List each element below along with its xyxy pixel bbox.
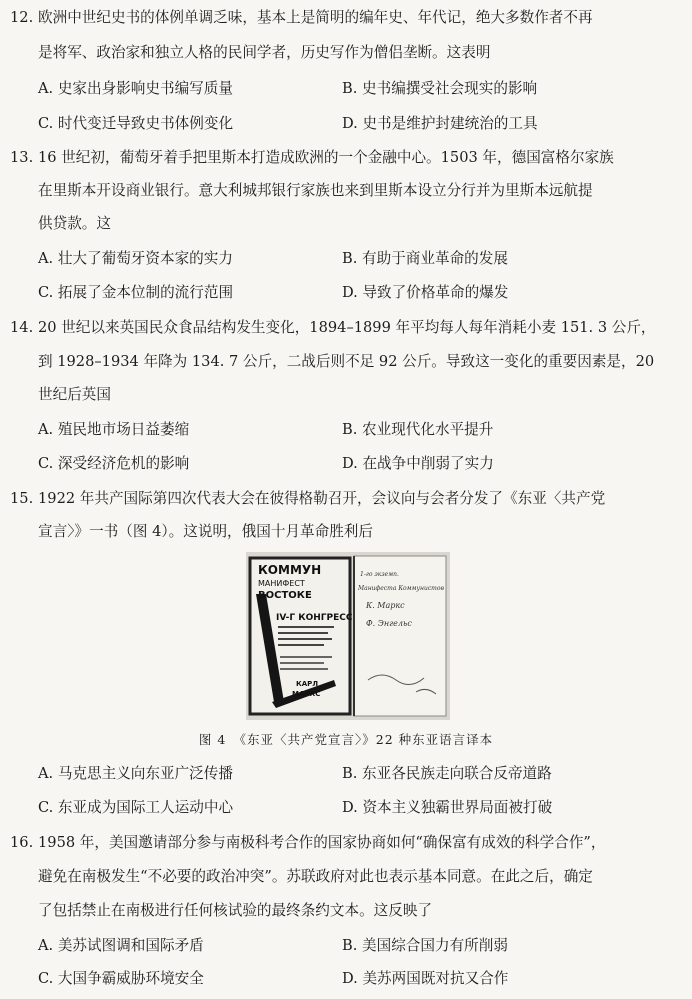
cover-small-text — [278, 644, 324, 646]
figure-caption: 图 4 《东亚〈共产党宣言〉》22 种东亚语言译本 — [198, 732, 494, 747]
cover-small-text — [278, 632, 328, 634]
question-stem-line: 欧洲中世纪史书的体例单调乏味，基本上是简明的编年史、年代记，绝大多数作者不再 — [38, 9, 593, 26]
inscription-line: Ф. Энгельс — [366, 619, 412, 628]
option-b[interactable]: B. 东亚各民族走向联合反帝道路 — [342, 765, 552, 782]
question-stem-line: 1958 年，美国邀请部分参与南极科考合作的国家协商如何“确保富有成效的科学合作”， — [38, 834, 606, 851]
option-c[interactable]: C. 时代变迁导致史书体例变化 — [38, 115, 234, 132]
question-stem-line: 20 世纪以来英国民众食品结构发生变化，1894–1899 年平均每人每年消耗小麦 151. 3 公斤， — [38, 319, 656, 336]
cover-small-text — [278, 638, 332, 640]
option-b[interactable]: B. 美国综合国力有所削弱 — [342, 937, 508, 954]
book-photo-svg — [246, 552, 450, 720]
question-number: 16. — [10, 834, 34, 851]
question-stem-line: 世纪后英国 — [38, 386, 111, 403]
inscription-line: К. Маркс — [366, 601, 405, 610]
question-stem-line: 16 世纪初，葡萄牙着手把里斯本打造成欧洲的一个金融中心。1503 年，德国富格尔家族 — [38, 149, 614, 166]
option-b[interactable]: B. 史书编撰受社会现实的影响 — [342, 80, 538, 97]
cover-title-line: МАРКС — [292, 690, 321, 698]
option-b[interactable]: B. 农业现代化水平提升 — [342, 421, 494, 438]
cover-title-line: ВОСТОКЕ — [258, 590, 312, 601]
question-number: 13. — [10, 149, 34, 166]
option-c[interactable]: C. 大国争霸威胁环境安全 — [38, 970, 204, 987]
option-a[interactable]: A. 马克思主义向东亚广泛传播 — [38, 765, 233, 782]
question-stem-line: 供贷款。这 — [38, 215, 111, 232]
cover-small-text — [280, 656, 332, 658]
option-c[interactable]: C. 深受经济危机的影响 — [38, 455, 190, 472]
option-d[interactable]: D. 导致了价格革命的爆发 — [342, 284, 509, 301]
inscription-line: Манифеста Коммунистов — [358, 585, 444, 592]
option-a[interactable]: A. 史家出身影响史书编写质量 — [38, 80, 233, 97]
question-number: 12. — [10, 9, 34, 26]
option-b[interactable]: B. 有助于商业革命的发展 — [342, 250, 508, 267]
question-stem-line: 是将军、政治家和独立人格的民间学者，历史写作为僧侣垄断。这表明 — [38, 44, 491, 61]
question-stem-line: 避免在南极发生“不必要的政治冲突”。苏联政府对此也表示基本同意。在此之后，确定 — [38, 868, 593, 885]
option-d[interactable]: D. 资本主义独霸世界局面被打破 — [342, 799, 553, 816]
cover-small-text — [278, 626, 334, 628]
option-c[interactable]: C. 拓展了金本位制的流行范围 — [38, 284, 234, 301]
option-a[interactable]: A. 美苏试图调和国际矛盾 — [38, 937, 204, 954]
inscription-line: 1-го экземп. — [360, 571, 399, 578]
cover-title-line: МАНИФЕСТ — [258, 579, 305, 588]
cover-small-text — [280, 662, 324, 664]
question-stem-line: 宣言〉》一书（图 4）。这说明，俄国十月革命胜利后 — [38, 523, 373, 540]
option-a[interactable]: A. 壮大了葡萄牙资本家的实力 — [38, 250, 233, 267]
option-a[interactable]: A. 殖民地市场日益萎缩 — [38, 421, 190, 438]
cover-title-line: IV-Г КОНГРЕСС — [276, 613, 353, 623]
figure-4-book-photo — [246, 552, 450, 720]
option-d[interactable]: D. 美苏两国既对抗又合作 — [342, 970, 509, 987]
option-d[interactable]: D. 史书是维护封建统治的工具 — [342, 115, 538, 132]
option-d[interactable]: D. 在战争中削弱了实力 — [342, 455, 494, 472]
cover-title-line: КАРЛ — [296, 680, 319, 688]
question-number: 15. — [10, 490, 34, 507]
question-stem-line: 到 1928–1934 年降为 134. 7 公斤，二战后则不足 92 公斤。导致这一变化的重要因素是，20 — [38, 353, 655, 370]
question-stem-line: 1922 年共产国际第四次代表大会在彼得格勒召开，会议向与会者分发了《东亚〈共产党 — [38, 490, 606, 507]
question-stem-line: 了包括禁止在南极进行任何核试验的最终条约文本。这反映了 — [38, 902, 433, 919]
option-c[interactable]: C. 东亚成为国际工人运动中心 — [38, 799, 234, 816]
question-stem-line: 在里斯本开设商业银行。意大利城邦银行家族也来到里斯本设立分行并为里斯本远航提 — [38, 182, 593, 199]
question-number: 14. — [10, 319, 34, 336]
cover-title-line: КОММУН — [258, 563, 322, 577]
cover-small-text — [280, 668, 328, 670]
